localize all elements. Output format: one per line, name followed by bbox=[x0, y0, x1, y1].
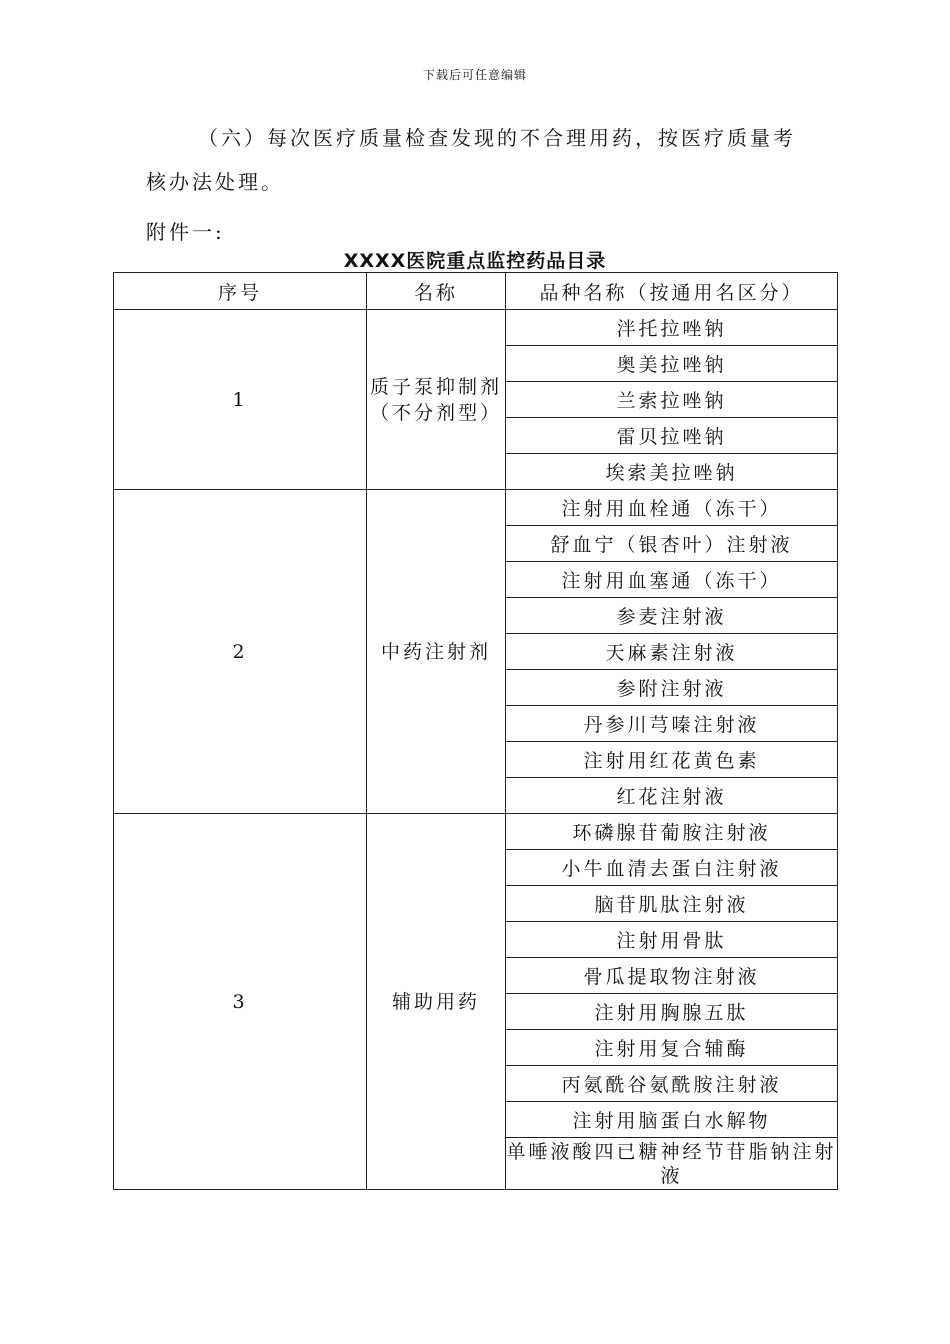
group-name: 辅助用药 bbox=[367, 814, 506, 1190]
drug-item: 天麻素注射液 bbox=[506, 634, 838, 670]
drug-item: 注射用血塞通（冻干） bbox=[506, 562, 838, 598]
drug-item: 小牛血清去蛋白注射液 bbox=[506, 850, 838, 886]
drug-item: 泮托拉唑钠 bbox=[506, 310, 838, 346]
drug-monitoring-table bbox=[113, 272, 838, 1190]
drug-item: 注射用血栓通（冻干） bbox=[506, 490, 838, 526]
drug-item: 注射用骨肽 bbox=[506, 922, 838, 958]
drug-item: 兰索拉唑钠 bbox=[506, 382, 838, 418]
drug-item: 注射用复合辅酶 bbox=[506, 1030, 838, 1066]
drug-item: 丙氨酰谷氨酰胺注射液 bbox=[506, 1066, 838, 1102]
drug-item: 单唾液酸四已糖神经节苷脂钠注射液 bbox=[506, 1138, 838, 1190]
drug-item: 注射用脑蛋白水解物 bbox=[506, 1102, 838, 1138]
drug-item: 环磷腺苷葡胺注射液 bbox=[506, 814, 838, 850]
drug-item: 丹参川芎嗪注射液 bbox=[506, 706, 838, 742]
group-name-line: （不分剂型） bbox=[369, 401, 502, 424]
group-no: 1 bbox=[114, 310, 367, 490]
drug-item: 注射用胸腺五肽 bbox=[506, 994, 838, 1030]
group-name: 中药注射剂 bbox=[367, 490, 506, 814]
group-name-line: 质子泵抑制剂 bbox=[369, 375, 502, 398]
header-name: 名称 bbox=[367, 273, 506, 310]
table-row bbox=[114, 310, 838, 346]
drug-item: 舒血宁（银杏叶）注射液 bbox=[506, 526, 838, 562]
group-name bbox=[367, 310, 506, 490]
drug-item: 埃索美拉唑钠 bbox=[506, 454, 838, 490]
drug-item: 脑苷肌肽注射液 bbox=[506, 886, 838, 922]
group-no: 2 bbox=[114, 490, 367, 814]
table-row bbox=[114, 814, 838, 850]
table-title: XXXX医院重点监控药品目录 bbox=[343, 250, 607, 272]
drug-item: 注射用红花黄色素 bbox=[506, 742, 838, 778]
drug-item: 红花注射液 bbox=[506, 778, 838, 814]
paragraph-item-6: （六）每次医疗质量检查发现的不合理用药，按医疗质量考核办法处理。 bbox=[146, 126, 796, 194]
header-no: 序号 bbox=[114, 273, 367, 310]
drug-item: 参麦注射液 bbox=[506, 598, 838, 634]
drug-item: 雷贝拉唑钠 bbox=[506, 418, 838, 454]
header-note: 下载后可任意编辑 bbox=[422, 68, 527, 82]
drug-item: 骨瓜提取物注射液 bbox=[506, 958, 838, 994]
table-row bbox=[114, 490, 838, 526]
table-header-row bbox=[114, 273, 838, 310]
attachment-label: 附件一: bbox=[146, 220, 225, 244]
group-no: 3 bbox=[114, 814, 367, 1190]
header-items: 品种名称（按通用名区分） bbox=[506, 273, 838, 310]
drug-item: 参附注射液 bbox=[506, 670, 838, 706]
drug-item: 奥美拉唑钠 bbox=[506, 346, 838, 382]
